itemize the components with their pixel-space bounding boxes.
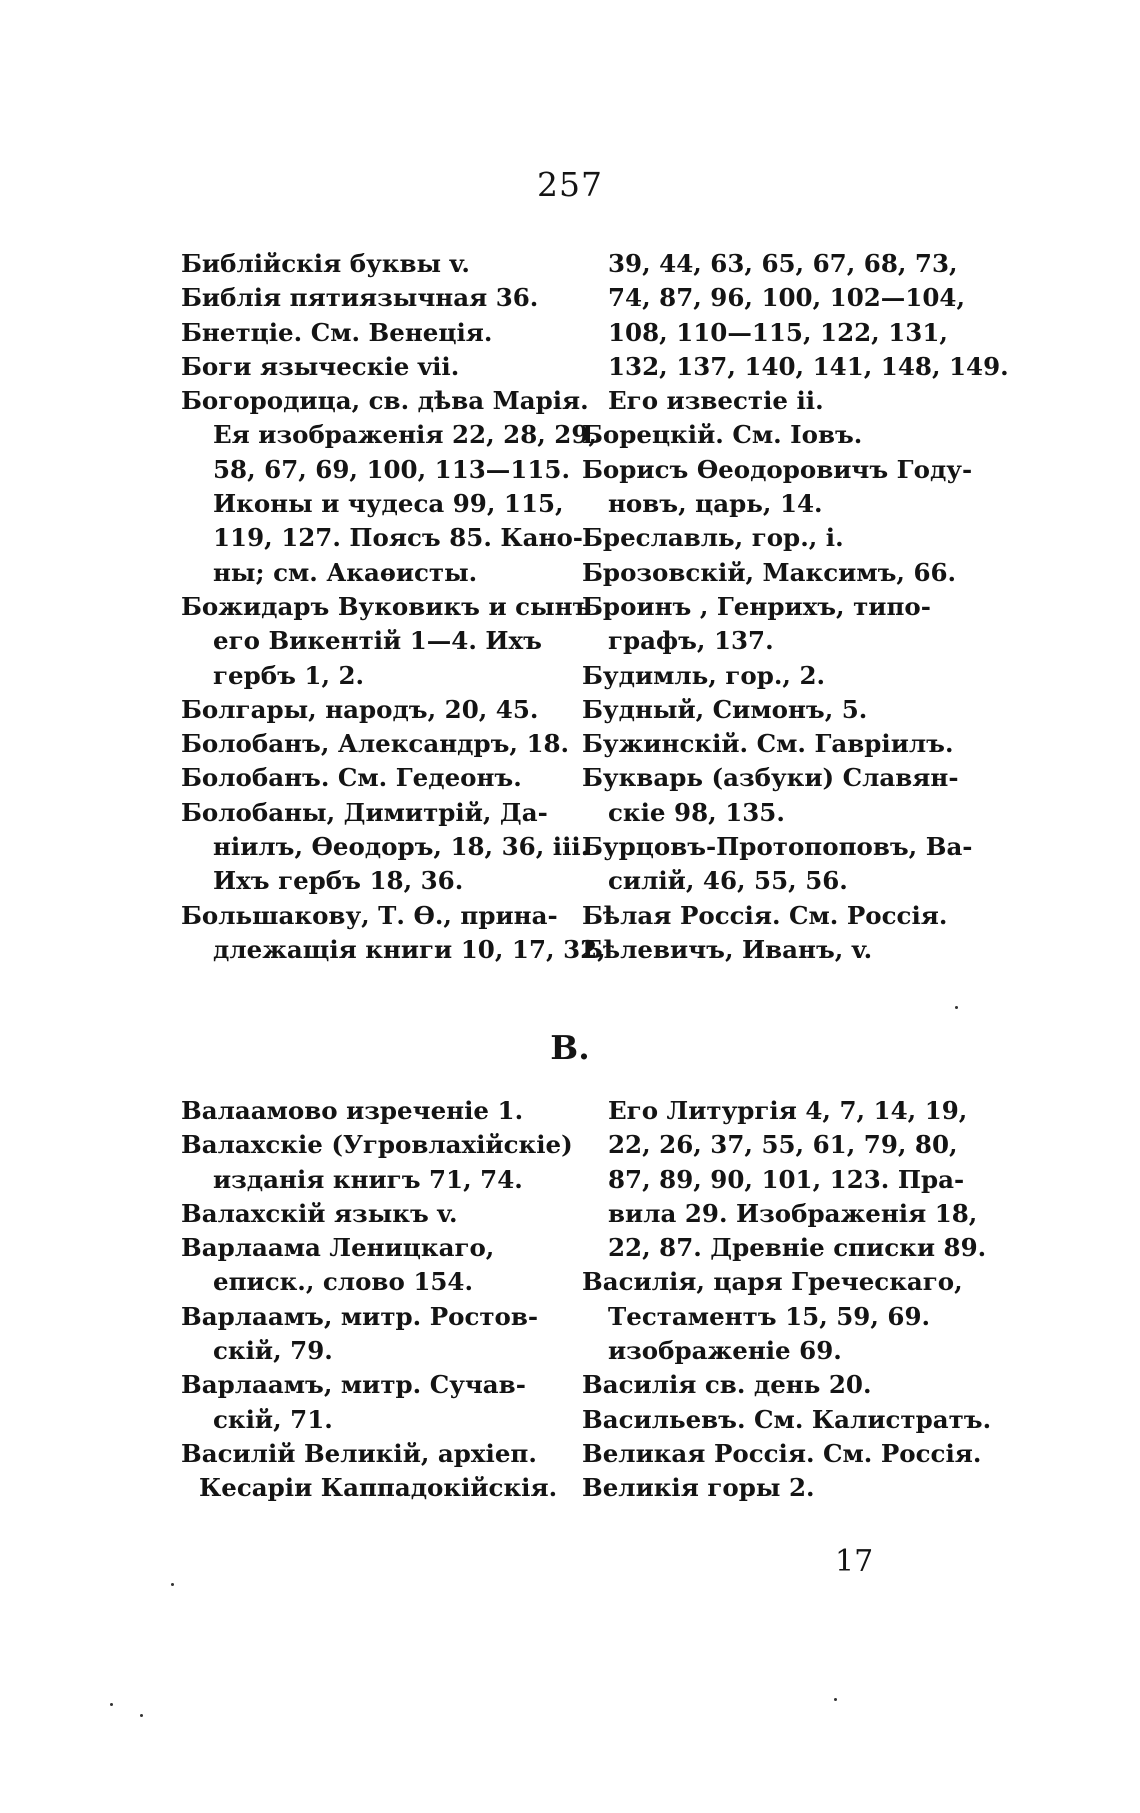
scan-speck bbox=[955, 1006, 958, 1009]
index-line: Болобанъ. См. Гедеонъ. bbox=[181, 763, 522, 793]
index-line: Варлаама Леницкаго, bbox=[181, 1233, 495, 1263]
index-line: 39, 44, 63, 65, 67, 68, 73, bbox=[608, 249, 958, 278]
index-line: Валахскіе (Угровлахійскіе) bbox=[181, 1130, 573, 1160]
index-line: силій, 46, 55, 56. bbox=[608, 866, 848, 896]
index-line: новъ, царь, 14. bbox=[608, 489, 823, 519]
index-line: ніилъ, Ѳеодоръ, 18, 36, iii. bbox=[213, 832, 590, 862]
index-line: скіе 98, 135. bbox=[608, 797, 785, 827]
index-line: Васильевъ. См. Калистратъ. bbox=[582, 1404, 992, 1434]
index-line: Его Литургія 4, 7, 14, 19, bbox=[608, 1096, 968, 1125]
index-line: Будный, Симонъ, 5. bbox=[582, 694, 868, 724]
index-line: Василій Великій, архіеп. bbox=[181, 1438, 537, 1468]
scan-speck bbox=[834, 1698, 837, 1701]
index-line: Валаамово изреченіе 1. bbox=[181, 1096, 524, 1125]
index-line: епиcк., слово 154. bbox=[213, 1267, 473, 1297]
index-line: Богородица, св. дѣва Марія. bbox=[181, 386, 589, 416]
index-line: Букварь (азбуки) Славян- bbox=[582, 763, 959, 793]
index-line: Варлаамъ, митр. Ростов- bbox=[181, 1301, 539, 1331]
index-line: Бреславль, гор., i. bbox=[582, 523, 844, 553]
scan-speck bbox=[140, 1714, 143, 1717]
index-line: 119, 127. Поясъ 85. Кано- bbox=[213, 523, 583, 553]
index-line: гербъ 1, 2. bbox=[213, 660, 365, 690]
index-line: 58, 67, 69, 100, 113—115. bbox=[213, 454, 570, 484]
index-line: ны; см. Акаѳисты. bbox=[213, 557, 478, 587]
index-line: Василія, царя Греческаго, bbox=[582, 1267, 963, 1297]
index-line: скій, 79. bbox=[213, 1336, 333, 1366]
index-line: Болобанъ, Александръ, 18. bbox=[181, 729, 570, 759]
index-line: его Викентій 1—4. Ихъ bbox=[213, 626, 542, 656]
index-line: Броинъ , Генрихъ, типо- bbox=[582, 591, 931, 621]
index-line: Борисъ Ѳеодоровичъ Году- bbox=[582, 454, 973, 484]
index-line: Великія горы 2. bbox=[582, 1473, 815, 1503]
index-line: Бнетціе. См. Венеція. bbox=[181, 317, 493, 347]
index-line: 87, 89, 90, 101, 123. Пра- bbox=[608, 1164, 965, 1194]
index-line: 108, 110—115, 122, 131, bbox=[608, 317, 948, 347]
index-line: Борецкій. См. Іовъ. bbox=[582, 420, 863, 450]
index-line: Боги языческіе vii. bbox=[181, 351, 460, 381]
index-line: 22, 26, 37, 55, 61, 79, 80, bbox=[608, 1130, 958, 1160]
index-column-left-v bbox=[181, 1094, 573, 1506]
index-column-right-b bbox=[582, 247, 1009, 967]
index-line: Бѣлая Россія. См. Россія. bbox=[582, 900, 948, 930]
index-line: 22, 87. Древніе списки 89. bbox=[608, 1233, 987, 1263]
index-line: Библійскія буквы v. bbox=[181, 249, 470, 278]
index-line: Варлаамъ, митр. Сучав- bbox=[181, 1370, 526, 1400]
index-line: Иконы и чудеса 99, 115, bbox=[213, 489, 564, 519]
letter-heading-v: В. bbox=[550, 1028, 590, 1067]
index-line: Валахскій языкъ v. bbox=[181, 1198, 458, 1228]
index-line: длежащія книги 10, 17, 32, bbox=[213, 934, 606, 964]
signature-mark: 17 bbox=[835, 1544, 874, 1579]
index-column-right-v bbox=[582, 1094, 992, 1506]
index-line: 74, 87, 96, 100, 102—104, bbox=[608, 283, 965, 313]
index-line: Ихъ гербъ 18, 36. bbox=[213, 866, 464, 896]
index-line: Болобаны, Димитрій, Да- bbox=[181, 797, 548, 827]
index-line: Василія св. день 20. bbox=[582, 1370, 872, 1400]
index-line: вила 29. Изображенія 18, bbox=[608, 1198, 978, 1228]
index-line: скій, 71. bbox=[213, 1404, 333, 1434]
index-line: Ея изображенія 22, 28, 29, bbox=[213, 420, 597, 450]
index-line: 132, 137, 140, 141, 148, 149. bbox=[608, 351, 1009, 381]
index-line: Тестаментъ 15, 59, 69. bbox=[608, 1301, 931, 1331]
index-line: Бѣлевичъ, Иванъ, v. bbox=[582, 934, 873, 964]
index-line: Бурцовъ-Протопоповъ, Ва- bbox=[582, 832, 973, 862]
index-line: Бужинскій. См. Гавріилъ. bbox=[582, 729, 954, 759]
index-line: изображеніе 69. bbox=[608, 1336, 842, 1366]
index-line: Кесаріи Каппадокійскія. bbox=[199, 1473, 558, 1503]
index-line: Библія пятиязычная 36. bbox=[181, 283, 539, 313]
index-line: Его известіе ii. bbox=[608, 386, 824, 416]
index-line: Великая Россія. См. Россія. bbox=[582, 1438, 982, 1468]
index-line: изданія книгъ 71, 74. bbox=[213, 1164, 523, 1194]
scan-speck bbox=[171, 1583, 174, 1586]
index-line: Брозовскій, Максимъ, 66. bbox=[582, 557, 957, 587]
index-line: Болгары, народъ, 20, 45. bbox=[181, 694, 539, 724]
index-line: графъ, 137. bbox=[608, 626, 774, 656]
index-line: Большакову, Т. Ѳ., прина- bbox=[181, 900, 558, 930]
index-column-left-b bbox=[181, 247, 606, 967]
scan-speck bbox=[110, 1703, 113, 1706]
index-line: Божидаръ Вуковикъ и сынъ bbox=[181, 591, 592, 621]
index-line: Будимль, гор., 2. bbox=[582, 660, 826, 690]
page-number: 257 bbox=[537, 165, 603, 204]
